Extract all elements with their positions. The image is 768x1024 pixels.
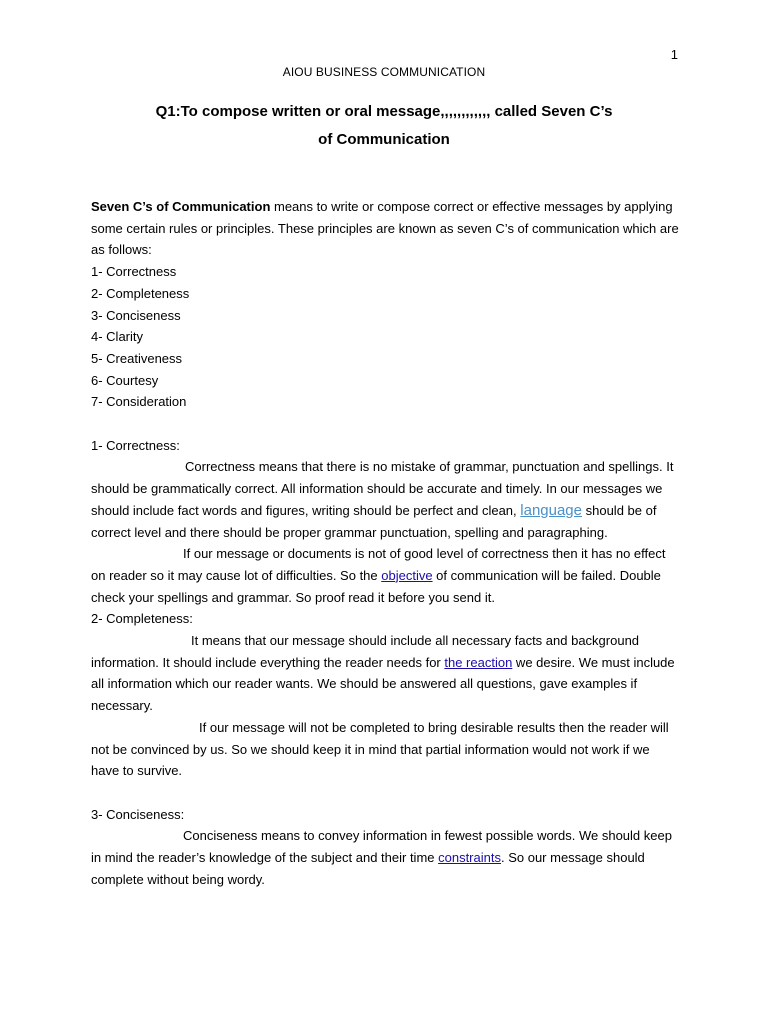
correctness-paragraph-2 xyxy=(91,543,681,608)
correctness-p2-text-b: of communication will be failed. Double check your spellings and grammar. So proof read it before you send it. xyxy=(91,567,661,605)
objective-link[interactable]: objective xyxy=(381,567,433,583)
list-item: 5- Creativeness xyxy=(91,350,183,366)
conciseness-p1-text-b: . So our message should complete without being wordy. xyxy=(91,850,645,887)
list-item: 4- Clarity xyxy=(91,329,144,345)
intro-text: means to write or compose correct or effective messages by applying some certain rules or principles. These principles are known as seven C’s of communication which are as follows: xyxy=(91,199,679,258)
list-item: 7- Consideration xyxy=(91,394,187,410)
title-line-1: Q1:To compose written or oral message,,,,,,,,,,,, called Seven C’s xyxy=(155,103,613,120)
page-number: 1 xyxy=(670,47,678,62)
document-header: AIOU BUSINESS COMMUNICATION xyxy=(282,65,486,79)
list-item: 3- Conciseness xyxy=(91,307,181,323)
the-reaction-link[interactable]: the reaction xyxy=(444,654,513,670)
list-item: 2- Completeness xyxy=(91,285,190,301)
list-item: 1- Correctness xyxy=(91,264,177,280)
intro-bold: Seven C’s of Communication xyxy=(91,199,271,214)
correctness-heading: 1- Correctness: xyxy=(91,437,180,453)
document-body xyxy=(91,196,681,890)
completeness-paragraph-2: If our message will not be completed to bring desirable results then the reader will not be convinced by us. So we should keep it in mind that partial information would not work if we have to survive. xyxy=(91,719,669,779)
title-line-2: of Communication xyxy=(318,131,450,148)
completeness-p1-text-b: we desire. We must include all information which our reader wants. We should be answered all questions, gave examples if necessary. xyxy=(91,654,675,714)
conciseness-heading: 3- Conciseness: xyxy=(91,806,185,822)
conciseness-p1-text-a: Conciseness means to convey information in fewest possible words. We should keep in mind the reader’s knowledge of the subject and their time xyxy=(91,828,672,866)
constraints-link[interactable]: constraints xyxy=(438,850,501,866)
intro-paragraph xyxy=(91,196,681,261)
list-item: 6- Courtesy xyxy=(91,372,159,388)
correctness-p1-text-a: Correctness means that there is no mistake of grammar, punctuation and spellings. It should be grammatically correct. All information should be accurate and timely. In our messages we should include fact words and figures, writing should be perfect and clean, xyxy=(91,459,674,518)
correctness-paragraph-1 xyxy=(91,456,681,543)
conciseness-paragraph-1 xyxy=(91,825,681,890)
completeness-p1-text-a: It means that our message should include all necessary facts and background information. It should include everything the reader needs for xyxy=(91,633,640,670)
language-link[interactable]: language xyxy=(520,501,582,519)
question-title xyxy=(0,98,768,154)
correctness-p2-text-a: If our message or documents is not of good level of correctness then it has no effect on reader so it may cause lot of difficulties. So the xyxy=(91,546,666,583)
correctness-p1-text-b: should be of correct level and there should be proper grammar punctuation, spelling and paragraphing. xyxy=(91,502,657,540)
completeness-heading: 2- Completeness: xyxy=(91,611,193,627)
completeness-paragraph-1 xyxy=(91,630,681,717)
